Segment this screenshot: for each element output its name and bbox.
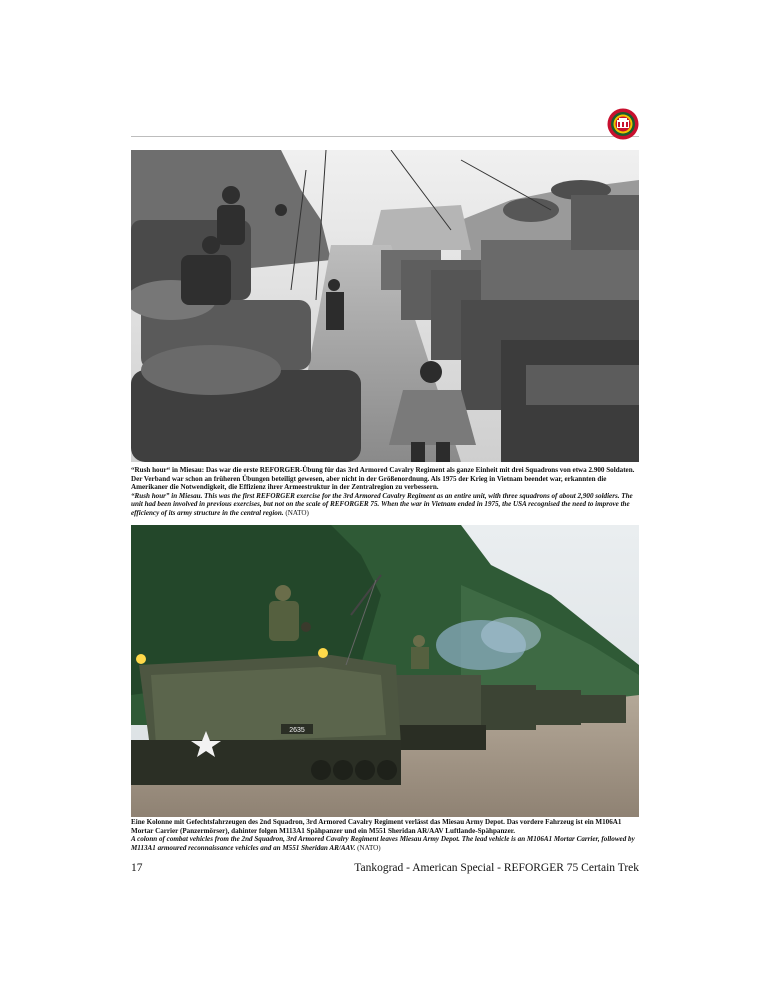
caption-source: (NATO) — [285, 508, 309, 517]
convoy-photo-color — [131, 525, 639, 817]
caption-english-text: “Rush hour” in Miesau. This was the first REFORGER exercise for the 3rd Armored Cavalry Regiment as an entire unit, with three squadrons of about 2,900 soldiers. The unit had been involved in previous exercises, but not on the scale of REFORGER 75. When the war in Vietnam ended in 1975, the USA recognised the need to improve the efficiency of its army structure in the central region. — [131, 491, 633, 517]
caption-german: Eine Kolonne mit Gefechtsfahrzeugen des 2nd Squadron, 3rd Armored Cavalry Regiment verlässt das Miesau Army Depot. Das vordere Fahrzeug ist ein M106A1 Mortar Carrier (Panzermörser), dahinter folgen M113A1 Spähpanzer und ein M551 Sheridan AR/AAV Luftlande-Spähpanzer. — [131, 818, 622, 835]
footer-title: Tankograd - American Special - REFORGER 75 Certain Trek — [354, 862, 639, 874]
caption-german: “Rush hour“ in Miesau: Das war die erste REFORGER-Übung für das 3rd Armored Cavalry Regiment als ganze Einheit mit drei Squadrons von etwa 2.900 Soldaten. Der Verband war schon an früheren Übungen beteiligt gewesen, aber nicht in der Größenordnung. Als 1975 der Krieg in Vietnam beendet war, erkannten die Amerikaner die Notwendigkeit, die Effizienz ihrer Armeestruktur in der Zentralregion zu verbessern. — [131, 466, 635, 492]
photo-caption-2 — [131, 818, 639, 852]
header-rule — [131, 136, 639, 137]
army-patch-icon — [607, 108, 639, 140]
photo-caption-1 — [131, 466, 639, 518]
page-footer — [131, 862, 639, 876]
vehicle-number: 2635 — [289, 727, 305, 734]
page-number: 17 — [131, 862, 143, 874]
convoy-photo-bw — [131, 150, 639, 462]
caption-source: (NATO) — [357, 843, 381, 852]
caption-english — [131, 835, 639, 852]
caption-english — [131, 492, 639, 518]
caption-english-text: A colonn of combat vehicles from the 2nd Squadron, 3rd Armored Cavalry Regiment leaves Miesau Army Depot. The lead vehicle is an M106A1 Mortar Carrier, followed by M113A1 armoured reconnaissance vehicles and an M551 Sheridan AR/AAV. — [131, 835, 635, 852]
